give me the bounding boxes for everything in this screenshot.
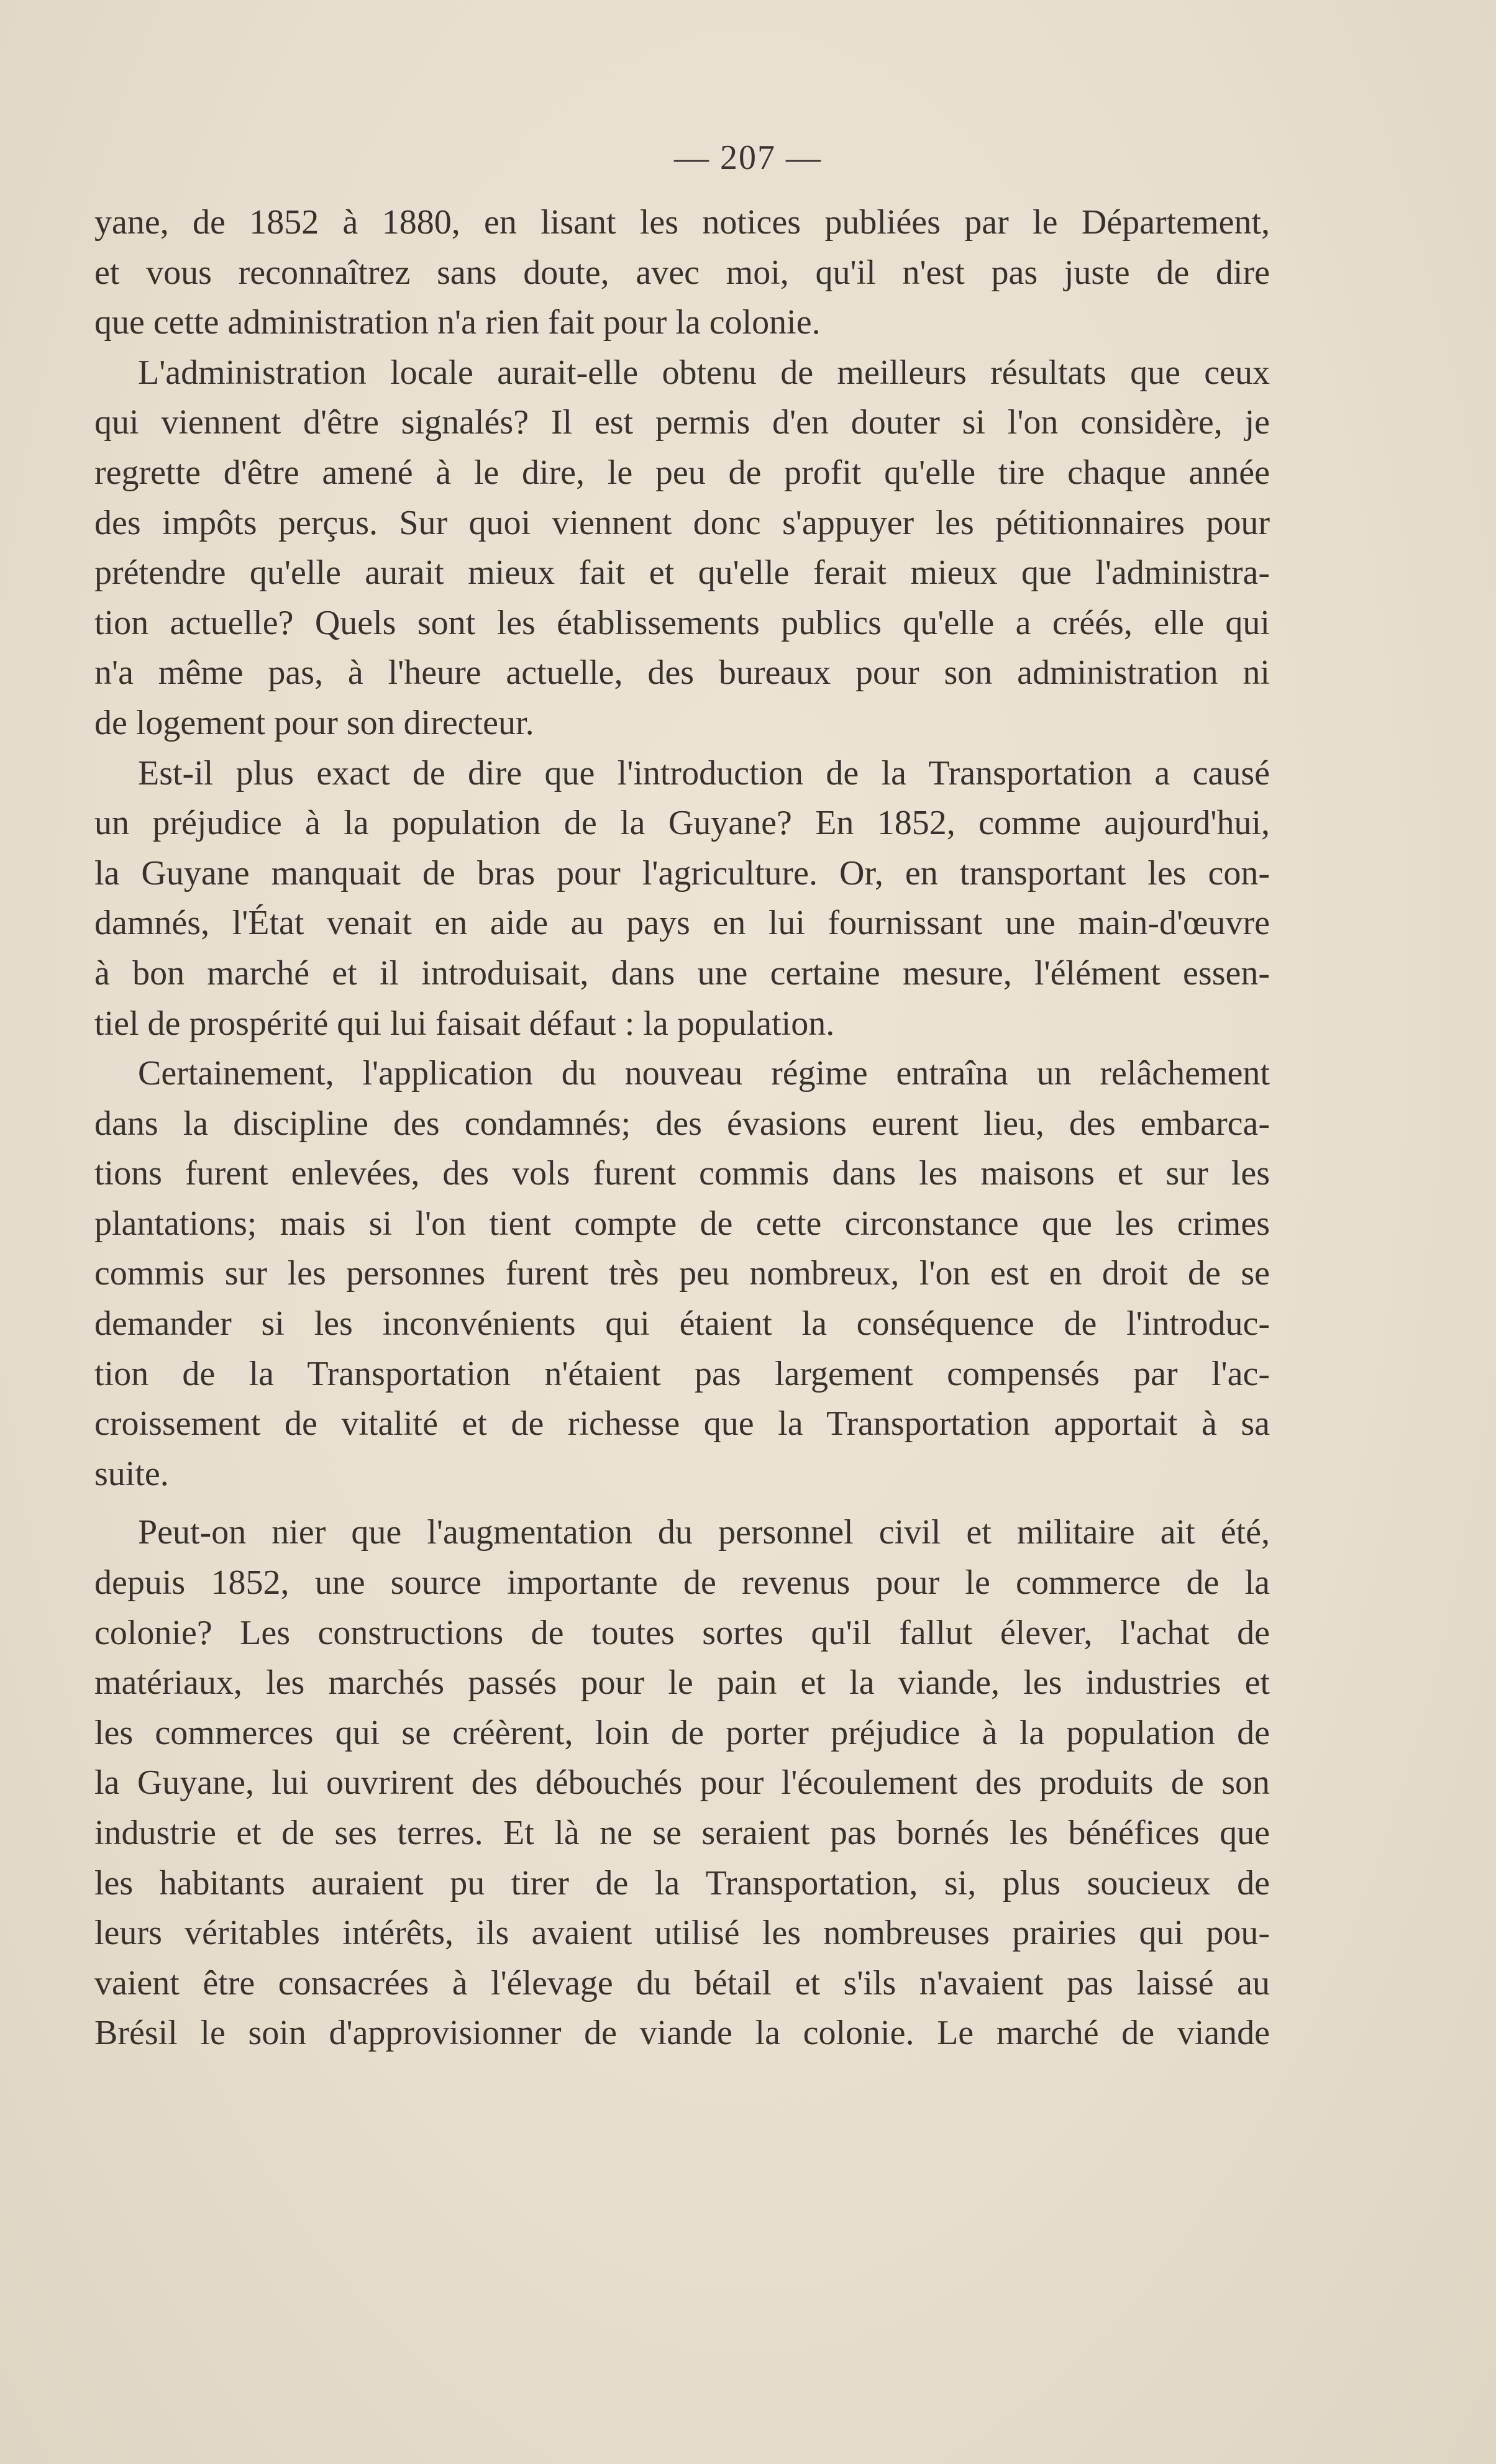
text-line: des impôts perçus. Sur quoi viennent donc s'appuyer les pétitionnaires pour xyxy=(94,503,1270,542)
text-line: les commerces qui se créèrent, loin de porter préjudice à la population de xyxy=(94,1713,1270,1752)
text-line: un préjudice à la population de la Guyane? En 1852, comme aujourd'hui, xyxy=(94,804,1270,843)
text-line: plantations; mais si l'on tient compte de cette circonstance que les crimes xyxy=(94,1204,1270,1243)
text-line: demander si les inconvénients qui étaient la conséquence de l'introduc- xyxy=(94,1304,1270,1343)
text-line: qui viennent d'être signalés? Il est permis d'en douter si l'on considère, je xyxy=(94,403,1270,442)
text-line: la Guyane manquait de bras pour l'agriculture. Or, en transportant les con- xyxy=(94,853,1270,893)
text-line: L'administration locale aurait-elle obtenu de meilleurs résultats que ceux xyxy=(138,353,1270,392)
text-line: tiel de prospérité qui lui faisait défaut : la population. xyxy=(94,1004,835,1043)
text-line: de logement pour son directeur. xyxy=(94,703,534,742)
text-line: damnés, l'État venait en aide au pays en lui fournissant une main-d'œuvre xyxy=(94,904,1270,943)
text-line: prétendre qu'elle aurait mieux fait et qu'elle ferait mieux que l'administra- xyxy=(94,553,1270,593)
paragraph-5 xyxy=(94,1507,1270,2058)
page-number: — 207 — xyxy=(674,139,822,177)
text-line: depuis 1852, une source importante de revenus pour le commerce de la xyxy=(94,1563,1270,1603)
text-line: n'a même pas, à l'heure actuelle, des bureaux pour son administration ni xyxy=(94,653,1270,693)
text-line: tion actuelle? Quels sont les établissements publics qu'elle a créés, elle qui xyxy=(94,603,1270,642)
text-line: commis sur les personnes furent très peu nombreux, l'on est en droit de se xyxy=(94,1254,1270,1293)
text-line: la Guyane, lui ouvrirent des débouchés pour l'écoulement des produits de son xyxy=(94,1763,1270,1803)
text-line: suite. xyxy=(94,1454,169,1493)
text-line: tion de la Transportation n'étaient pas largement compensés par l'ac- xyxy=(94,1354,1270,1393)
text-line: les habitants auraient pu tirer de la Transportation, si, plus soucieux de xyxy=(94,1863,1270,1903)
text-line: regrette d'être amené à le dire, le peu de profit qu'elle tire chaque année xyxy=(94,453,1270,492)
text-line: que cette administration n'a rien fait pour la colonie. xyxy=(94,303,821,342)
text-line: Peut-on nier que l'augmentation du personnel civil et militaire ait été, xyxy=(138,1513,1270,1552)
text-line: matériaux, les marchés passés pour le pain et la viande, les industries et xyxy=(94,1663,1270,1703)
text-line: à bon marché et il introduisait, dans une certaine mesure, l'élément essen- xyxy=(94,953,1270,993)
body-text xyxy=(94,198,1270,2058)
text-line: Certainement, l'application du nouveau régime entraîna un relâchement xyxy=(138,1054,1270,1093)
paragraph-2 xyxy=(94,348,1270,748)
text-line: dans la discipline des condamnés; des évasions eurent lieu, des embarca- xyxy=(94,1104,1270,1143)
paragraph-1 xyxy=(94,198,1270,348)
text-line: leurs véritables intérêts, ils avaient utilisé les nombreuses prairies qui pou- xyxy=(94,1914,1270,1953)
text-line: tions furent enlevées, des vols furent commis dans les maisons et sur les xyxy=(94,1154,1270,1193)
text-line: yane, de 1852 à 1880, en lisant les notices publiées par le Département, xyxy=(94,203,1270,242)
paragraph-3 xyxy=(94,748,1270,1049)
text-line: vaient être consacrées à l'élevage du bétail et s'ils n'avaient pas laissé au xyxy=(94,1963,1270,2003)
text-line: colonie? Les constructions de toutes sortes qu'il fallut élever, l'achat de xyxy=(94,1613,1270,1652)
text-line: Est-il plus exact de dire que l'introduction de la Transportation a causé xyxy=(138,753,1270,793)
text-line: croissement de vitalité et de richesse que la Transportation apportait à sa xyxy=(94,1404,1270,1443)
text-line: industrie et de ses terres. Et là ne se seraient pas bornés les bénéfices que xyxy=(94,1814,1270,1852)
text-line: et vous reconnaîtrez sans doute, avec moi, qu'il n'est pas juste de dire xyxy=(94,253,1270,292)
text-line: Brésil le soin d'approvisionner de viande la colonie. Le marché de viande xyxy=(94,2014,1270,2053)
paragraph-4 xyxy=(94,1048,1270,1499)
